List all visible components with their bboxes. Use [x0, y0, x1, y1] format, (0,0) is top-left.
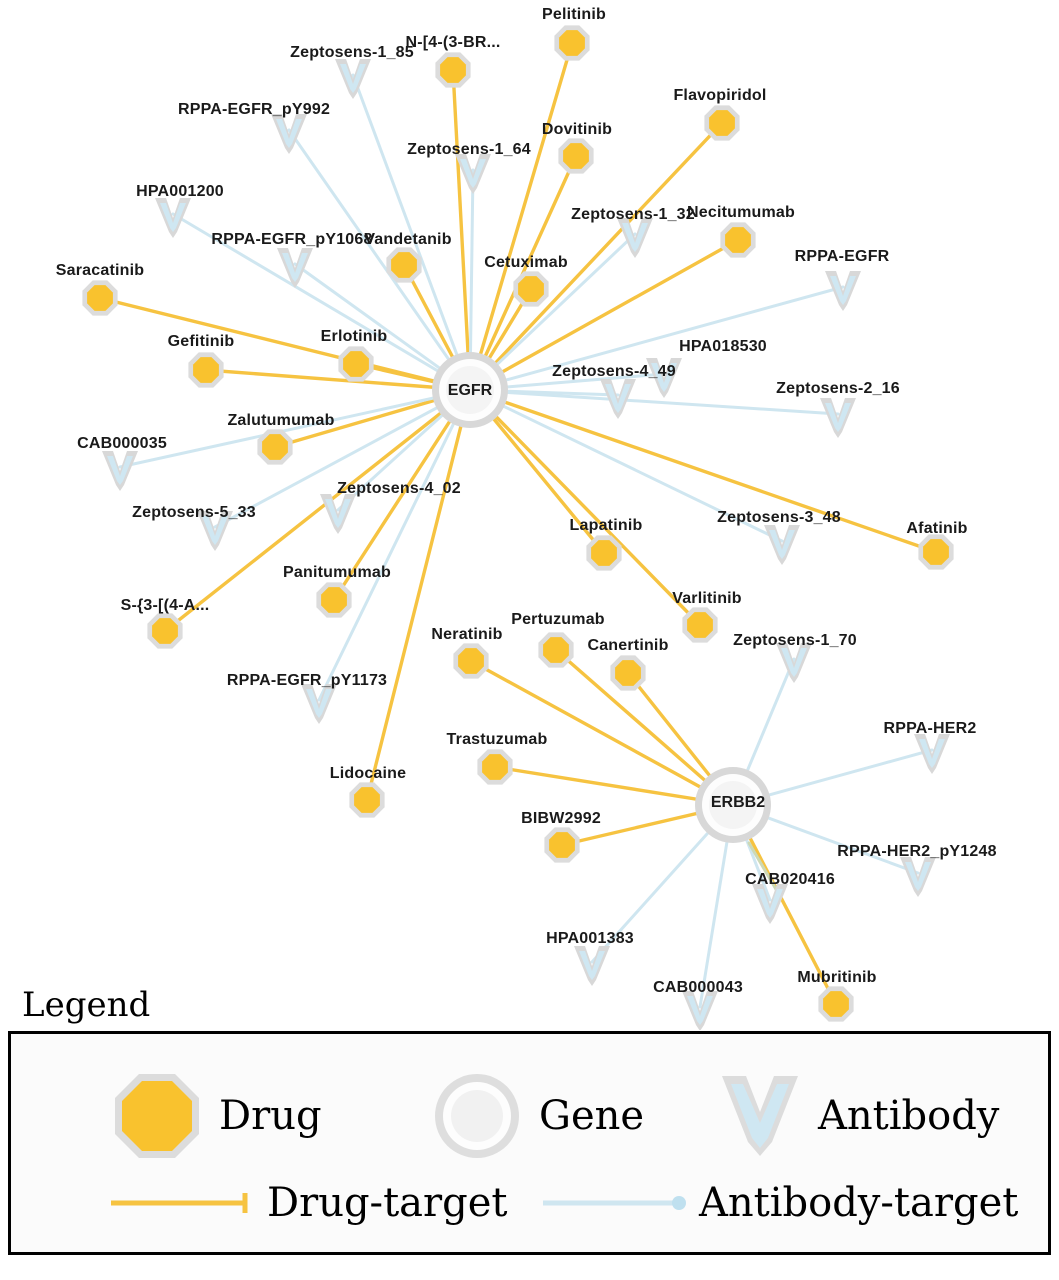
drug-node-label: BIBW2992	[521, 810, 601, 827]
antibody-node-label: RPPA-EGFR_pY992	[177, 101, 331, 118]
drug-node[interactable]	[918, 534, 953, 569]
drug-node-label: Mubritinib	[797, 969, 877, 986]
drug-node[interactable]	[257, 429, 292, 464]
antibody-node-label: Zeptosens-1_70	[733, 632, 857, 649]
drug-node[interactable]	[544, 827, 579, 862]
drug-node-label: Afatinib	[906, 520, 968, 537]
drug-node[interactable]	[188, 352, 223, 387]
antibody-node-label: HPA018530	[679, 338, 767, 355]
legend-item-antibody	[716, 1068, 999, 1164]
edge	[453, 70, 470, 390]
antibody-node-label: RPPA-HER2	[883, 720, 977, 737]
drug-node[interactable]	[720, 222, 755, 257]
antibody-node-label: Zeptosens-4_49	[552, 363, 676, 380]
antibody-node[interactable]	[820, 398, 856, 438]
drug-node[interactable]	[610, 655, 645, 690]
legend-item-antibody-target	[541, 1180, 1018, 1226]
antibody-node-label: Zeptosens-1_32	[571, 206, 695, 223]
legend-title: Legend	[22, 985, 151, 1025]
antibody-node[interactable]	[764, 525, 800, 565]
legend-label-antibody: Antibody	[818, 1093, 1000, 1139]
antibody-node-label: Zeptosens-1_64	[407, 141, 531, 158]
legend-box	[8, 1031, 1051, 1255]
antibody-node-label: RPPA-EGFR_pY1068	[211, 231, 373, 248]
drug-node[interactable]	[477, 749, 512, 784]
drug-node[interactable]	[554, 25, 589, 60]
drug-node-label: Flavopiridol	[673, 87, 767, 104]
legend-node-row	[11, 1050, 1048, 1160]
drug-node[interactable]	[538, 632, 573, 667]
drug-node[interactable]	[586, 535, 621, 570]
drug-node-label: Gefitinib	[167, 333, 235, 350]
drug-node-label: Varlitinib	[672, 590, 742, 607]
antibody-node-label: RPPA-HER2_pY1248	[837, 843, 997, 860]
legend-label-drug-target: Drug-target	[267, 1180, 508, 1226]
drug-node-label: Canertinib	[587, 637, 669, 654]
legend-item-gene	[429, 1068, 644, 1164]
antibody-node-label: Zeptosens-1_85	[290, 44, 414, 61]
drug-node[interactable]	[349, 782, 384, 817]
drug-node[interactable]	[338, 346, 373, 381]
drug-node[interactable]	[316, 582, 351, 617]
antibody-node-label: CAB000043	[653, 979, 743, 996]
legend-label-drug: Drug	[219, 1093, 322, 1139]
legend-label-antibody-target: Antibody-target	[699, 1180, 1019, 1226]
edge	[470, 390, 700, 625]
legend-item-drug	[109, 1068, 322, 1164]
drug-node-label: Necitumumab	[687, 204, 795, 221]
antibody-node[interactable]	[102, 451, 138, 491]
antibody-node-label: Zeptosens-4_02	[337, 480, 461, 497]
drug-node[interactable]	[147, 613, 182, 648]
edge	[319, 390, 470, 700]
drug-node[interactable]	[453, 643, 488, 678]
drug-node-label: Lapatinib	[569, 517, 643, 534]
antibody-node[interactable]	[320, 494, 356, 534]
drug-node-label: Zalutumumab	[227, 412, 335, 429]
antibody-icon	[716, 1068, 804, 1164]
antibody-node[interactable]	[301, 684, 337, 724]
drug-node-label: Lidocaine	[329, 765, 407, 782]
drug-node[interactable]	[558, 138, 593, 173]
legend-label-gene: Gene	[539, 1093, 645, 1139]
drug-node[interactable]	[704, 105, 739, 140]
drug-icon	[109, 1068, 205, 1164]
antibody-node-label: CAB020416	[745, 871, 835, 888]
antibody-node-label: Zeptosens-5_33	[132, 504, 256, 521]
antibody-node-label: Zeptosens-2_16	[776, 380, 900, 397]
antibody-node-label: HPA001200	[136, 183, 224, 200]
edge	[470, 390, 936, 552]
drug-node[interactable]	[82, 280, 117, 315]
legend-item-drug-target	[109, 1180, 507, 1226]
drug-node-label: Trastuzumab	[446, 731, 548, 748]
drug-node-label: Saracatinib	[55, 262, 145, 279]
antibody-node-label: Zeptosens-3_48	[717, 509, 841, 526]
drug-node[interactable]	[513, 271, 548, 306]
antibody-node[interactable]	[900, 857, 936, 897]
drug-node-label: Pertuzumab	[511, 611, 605, 628]
legend	[0, 985, 1059, 1255]
drug-node-label: Panitumumab	[283, 564, 391, 581]
drug-node-label: Cetuximab	[484, 254, 568, 271]
antibody-node[interactable]	[574, 946, 610, 986]
legend-edge-row	[11, 1174, 1048, 1244]
drug-node-label: S-{3-[(4-A...	[120, 597, 210, 614]
drug-target-edge-icon	[109, 1190, 257, 1216]
drug-node-label: Vandetanib	[364, 231, 452, 248]
antibody-node[interactable]	[155, 198, 191, 238]
gene-node-label: ERBB2	[710, 794, 766, 811]
drug-node-label: N-[4-(3-BR...	[405, 34, 501, 51]
drug-node-label: Neratinib	[431, 626, 503, 643]
antibody-node[interactable]	[277, 248, 313, 288]
drug-node[interactable]	[682, 607, 717, 642]
drug-node[interactable]	[386, 247, 421, 282]
antibody-node-label: CAB000035	[77, 435, 167, 452]
drug-node-label: Dovitinib	[541, 121, 613, 138]
gene-node-label: EGFR	[447, 382, 493, 399]
drug-node[interactable]	[435, 52, 470, 87]
antibody-target-edge-icon	[541, 1190, 689, 1216]
antibody-node-label: HPA001383	[546, 930, 634, 947]
gene-icon	[429, 1068, 525, 1164]
drug-node-label: Erlotinib	[320, 328, 388, 345]
antibody-node-label: RPPA-EGFR_pY1173	[226, 672, 388, 689]
drug-node-label: Pelitinib	[541, 6, 607, 23]
antibody-node-label: RPPA-EGFR	[794, 248, 890, 265]
antibody-node[interactable]	[617, 218, 653, 258]
antibody-node[interactable]	[335, 59, 371, 99]
